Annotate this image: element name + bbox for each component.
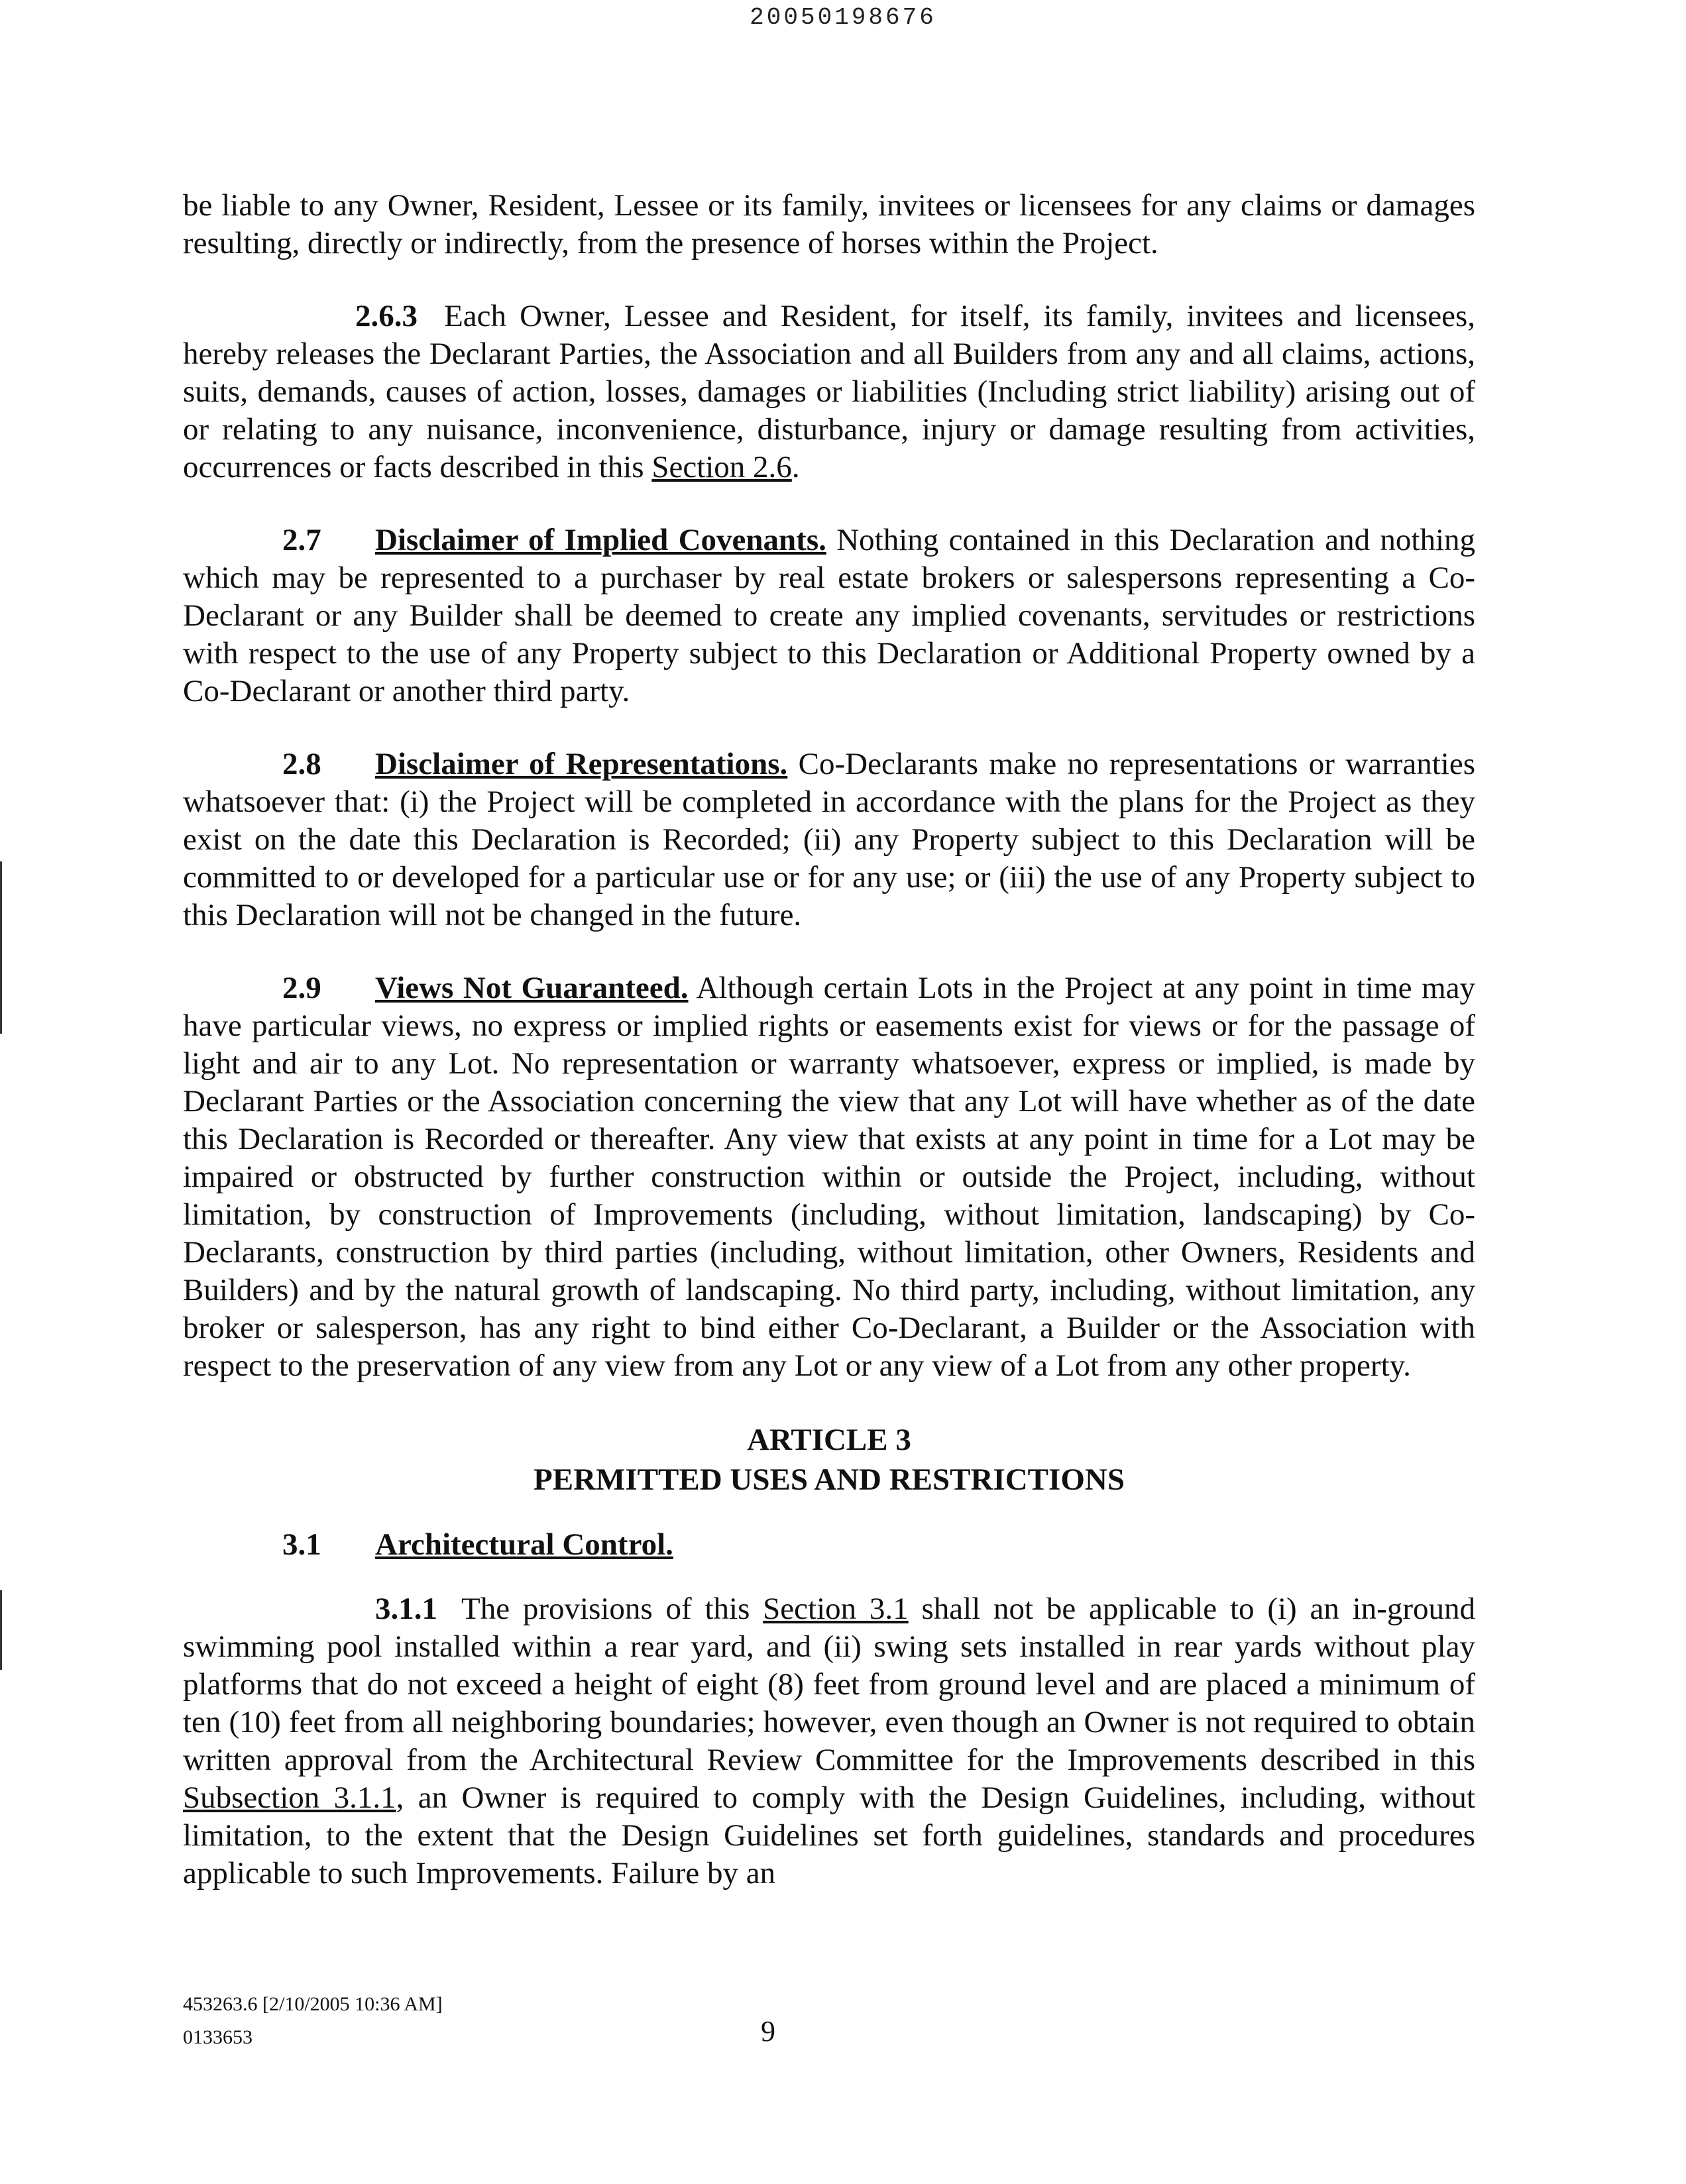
- article-title: PERMITTED USES AND RESTRICTIONS: [534, 1462, 1125, 1497]
- section-title: Disclaimer of Representations.: [375, 747, 788, 781]
- scan-edge-mark: [0, 1590, 2, 1670]
- section-number: 3.1: [282, 1527, 321, 1562]
- section-title: Disclaimer of Implied Covenants.: [375, 523, 826, 557]
- paragraph-2-8: 2.8 Disclaimer of Representations. Co-Declarants make no representations or warranties whatsoever that: (i) the Project will be completed in accordance with the plans for the Project as they exist on the date this Declaration is Recorded; (ii) any Property subject to this Declaration will be committed to or developed for a particular use or for any use; or (iii) the use of any Property subject to this Declaration will not be changed in the future.: [183, 747, 1476, 932]
- section-title: Architectural Control.: [375, 1527, 673, 1562]
- footer-doc-version: 453263.6 [2/10/2005 10:36 AM]: [183, 1993, 443, 2015]
- footer-doc-number: 0133653: [183, 2026, 253, 2048]
- paragraph-2-7: 2.7 Disclaimer of Implied Covenants. Nothing contained in this Declaration and nothing which may be represented to a purchaser by real estate brokers or salespersons representing a Co-Declarant or any Builder shall be deemed to create any implied covenants, servitudes or restrictions with respect to the use of any Property subject to this Declaration or Additional Property owned by a Co-Declarant or another third party.: [183, 523, 1476, 708]
- article-heading: [183, 1420, 1475, 1500]
- paragraph-continuation: be liable to any Owner, Resident, Lessee or its family, invitees or licensees for any claims or damages resulting, directly or indirectly, from the presence of horses within the Project.: [183, 188, 1475, 260]
- paragraph-2-6-3: 2.6.3 Each Owner, Lessee and Resident, for itself, its family, invitees and licensees, hereby releases the Declarant Parties, the Association and all Builders from any and all claims, actions, suits, demands, causes of action, losses, damages or liabilities (Including strict liability) arising out of or relating to any nuisance, inconvenience, disturbance, injury or damage resulting from activities, occurrences or facts described in this Section 2.6.: [183, 299, 1475, 484]
- section-reference: Section 3.1: [763, 1592, 909, 1626]
- section-reference: Section 2.6: [651, 450, 792, 484]
- section-number: 3.1.1: [375, 1592, 437, 1626]
- paragraph-2-9: 2.9 Views Not Guaranteed. Although certain Lots in the Project at any point in time may have particular views, no express or implied rights or easements exist for views or for the passage of light and air to any Lot. No representation or warranty whatsoever, express or implied, is made by Declarant Parties or the Association concerning the view that any Lot will have whether as of the date this Declaration is Recorded or thereafter. Any view that exists at any point in time for a Lot may be impaired or obstructed by further construction within or outside the Project, including, without limitation, by construction of Improvements (including, without limitation, landscaping) by Co-Declarants, construction by third parties (including, without limitation, other Owners, Residents and Builders) and by the natural growth of landscaping. No third party, including, without limitation, any broker or salesperson, has any right to bind either Co-Declarant, a Builder or the Association with respect to the preservation of any view from any Lot or any view of a Lot from any other property.: [183, 971, 1476, 1383]
- section-reference: Subsection 3.1.1: [183, 1780, 396, 1815]
- document-id: 20050198676: [750, 4, 936, 31]
- section-title: Views Not Guaranteed.: [375, 971, 689, 1005]
- paragraph-3-1-1: 3.1.1 The provisions of this Section 3.1 shall not be applicable to (i) an in-ground swimming pool installed within a rear yard, and (ii) swing sets installed in rear yards without play platforms that do not exceed a height of eight (8) feet from ground level and are placed a minimum of ten (10) feet from all neighboring boundaries; however, even though an Owner is not required to obtain written approval from the Architectural Review Committee for the Improvements described in this Subsection 3.1.1, an Owner is required to comply with the Design Guidelines, including, without limitation, to the extent that the Design Guidelines set forth guidelines, standards and procedures applicable to such Improvements. Failure by an: [183, 1592, 1475, 1890]
- section-number: 2.7: [282, 523, 321, 557]
- footer-doc-info: [183, 1988, 1475, 2054]
- page-number: 9: [761, 2015, 775, 2048]
- scan-edge-mark: [0, 861, 2, 1034]
- section-3-1-heading: [183, 1526, 1475, 1564]
- section-number: 2.9: [282, 971, 321, 1005]
- section-number: 2.6.3: [355, 299, 418, 333]
- document-body: [183, 187, 1475, 1928]
- article-number: ARTICLE 3: [747, 1423, 911, 1457]
- section-number: 2.8: [282, 747, 321, 781]
